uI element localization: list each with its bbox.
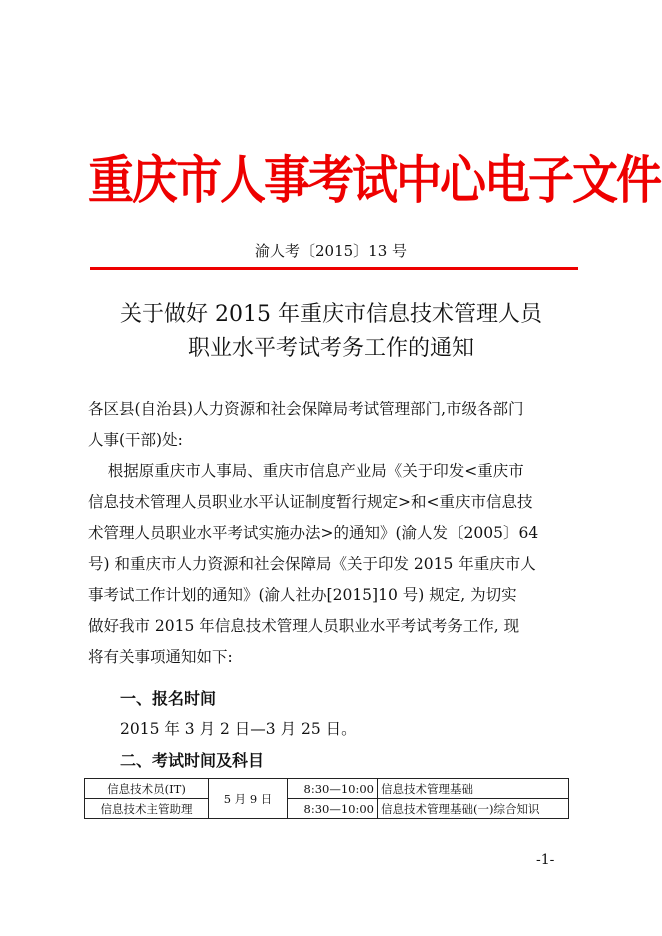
body-line: 术管理人员职业水平考试实施办法>的通知》(渝人发〔2005〕64 (88, 524, 539, 542)
table-cell-subject: 信息技术管理基础(一)综合知识 (378, 799, 569, 819)
body-line: 根据原重庆市人事局、重庆市信息产业局《关于印发<重庆市 (88, 462, 524, 480)
table-cell-role: 信息技术员(IT) (85, 779, 209, 799)
red-divider-line (90, 267, 578, 270)
table-row (85, 799, 569, 819)
exam-schedule-table (84, 778, 569, 819)
registration-period-text: 2015 年 3 月 2 日—3 月 25 日。 (120, 720, 357, 738)
table-cell-time: 8:30—10:00 (288, 779, 378, 799)
notice-title-line-2: 职业水平考试考务工作的通知 (187, 336, 474, 361)
body-line: 号) 和重庆市人力资源和社会保障局《关于印发 2015 年重庆市人 (88, 555, 536, 573)
table-cell-time: 8:30—10:00 (288, 799, 378, 819)
body-line: 人事(干部)处: (88, 431, 183, 449)
body-line: 事考试工作计划的通知》(渝人社办[2015]10 号) 规定, 为切实 (88, 586, 517, 604)
notice-title-line-1: 关于做好 2015 年重庆市信息技术管理人员 (120, 302, 542, 327)
table-cell-subject: 信息技术管理基础 (378, 779, 569, 799)
table-cell-date: 5 月 9 日 (209, 779, 288, 819)
page-number: -1- (536, 852, 555, 868)
table-row (85, 779, 569, 799)
table-cell-role: 信息技术主管助理 (85, 799, 209, 819)
body-line: 做好我市 2015 年信息技术管理人员职业水平考试考务工作, 现 (88, 617, 520, 635)
body-line: 信息技术管理人员职业水平认证制度暂行规定>和<重庆市信息技 (88, 493, 533, 511)
org-header-title: 重庆市人事考试中心电子文件 (88, 149, 660, 211)
body-line: 将有关事项通知如下: (88, 648, 233, 666)
document-number: 渝人考〔2015〕13 号 (254, 242, 408, 260)
section-heading-registration: 一、报名时间 (120, 689, 217, 708)
section-heading-exam-schedule: 二、考试时间及科目 (120, 751, 265, 770)
body-line: 各区县(自治县)人力资源和社会保障局考试管理部门,市级各部门 (88, 400, 524, 418)
